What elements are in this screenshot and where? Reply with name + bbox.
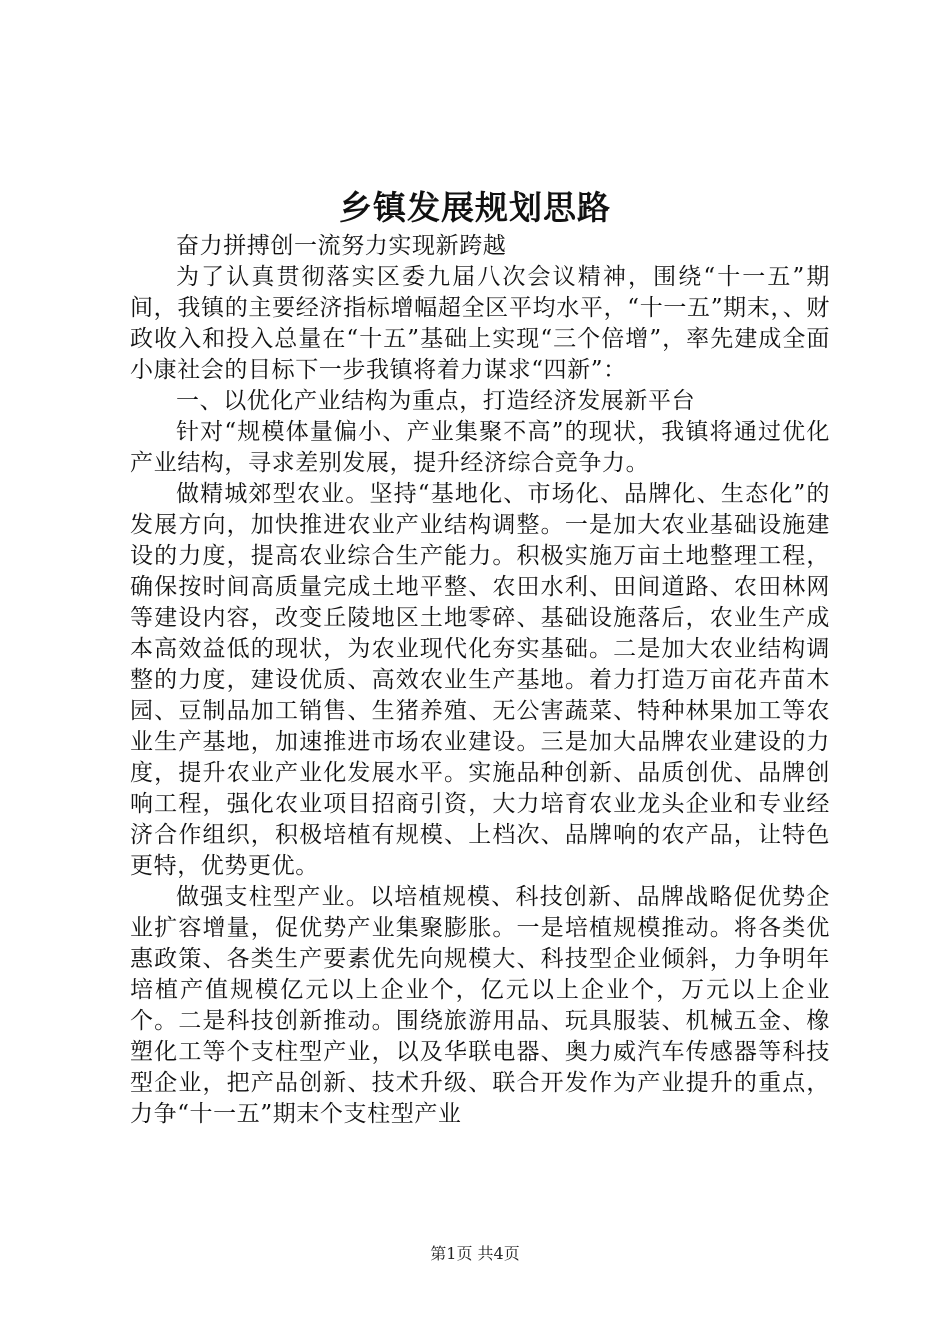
subtitle-paragraph: 奋力拼搏创一流努力实现新跨越 bbox=[176, 233, 507, 259]
document-title: 乡镇发展规划思路 bbox=[339, 188, 611, 227]
agriculture-paragraph: 做精城郊型农业。坚持“基地化、市场化、品牌化、生态化”的发展方向，加快推进农业产业结构调整。一是加大农业基础设施建设的力度，提高农业综合生产能力。积极实施万亩土地整理工程，确保按时间高质量完成土地平整、农田水利、田间道路、农田林网等建设内容，改变丘陵地区土地零碎、基础设施落后，农业生产成本高效益低的现状，为农业现代化夯实基础。二是加大农业结构调整的力度，建设优质、高效农业生产基地。着力打造万亩花卉苗木园、豆制品加工销售、生猪养殖、无公害蔬菜、特种林果加工等农业生产基地，加速推进市场农业建设。三是加大品牌农业建设的力度，提升农业产业化发展水平。实施品种创新、品质创优、品牌创响工程，强化农业项目招商引资，大力培育农业龙头企业和专业经济合作组织，积极培植有规模、上档次、品牌响的农产品，让特色更特，优势更优。 bbox=[130, 481, 830, 879]
section-heading: 一、以优化产业结构为重点，打造经济发展新平台 bbox=[176, 388, 696, 414]
section-intro-paragraph: 针对“规模体量偏小、产业集聚不高”的现状，我镇将通过优化产业结构，寻求差别发展，提升经济综合竞争力。 bbox=[130, 419, 830, 476]
document-body bbox=[130, 231, 830, 1130]
intro-paragraph: 为了认真贯彻落实区委九届八次会议精神，围绕“十一五”期间，我镇的主要经济指标增幅超全区平均水平，“十一五”期末，、财政收入和投入总量在“十五”基础上实现“三个倍增”，率先建成全面小康社会的目标下一步我镇将着力谋求“四新”： bbox=[130, 264, 830, 383]
industry-paragraph: 做强支柱型产业。以培植规模、科技创新、品牌战略促优势企业扩容增量，促优势产业集聚膨胀。一是培植规模推动。将各类优惠政策、各类生产要素优先向规模大、科技型企业倾斜，力争明年培植产值规模亿元以上企业个，亿元以上企业个，万元以上企业个。二是科技创新推动。围绕旅游用品、玩具服装、机械五金、橡塑化工等个支柱型产业，以及华联电器、奥力威汽车传感器等科技型企业，把产品创新、技术升级、联合开发作为产业提升的重点，力争“十一五”期末个支柱型产业 bbox=[130, 884, 830, 1127]
page-footer: 第1页 共4页 bbox=[430, 1244, 520, 1263]
